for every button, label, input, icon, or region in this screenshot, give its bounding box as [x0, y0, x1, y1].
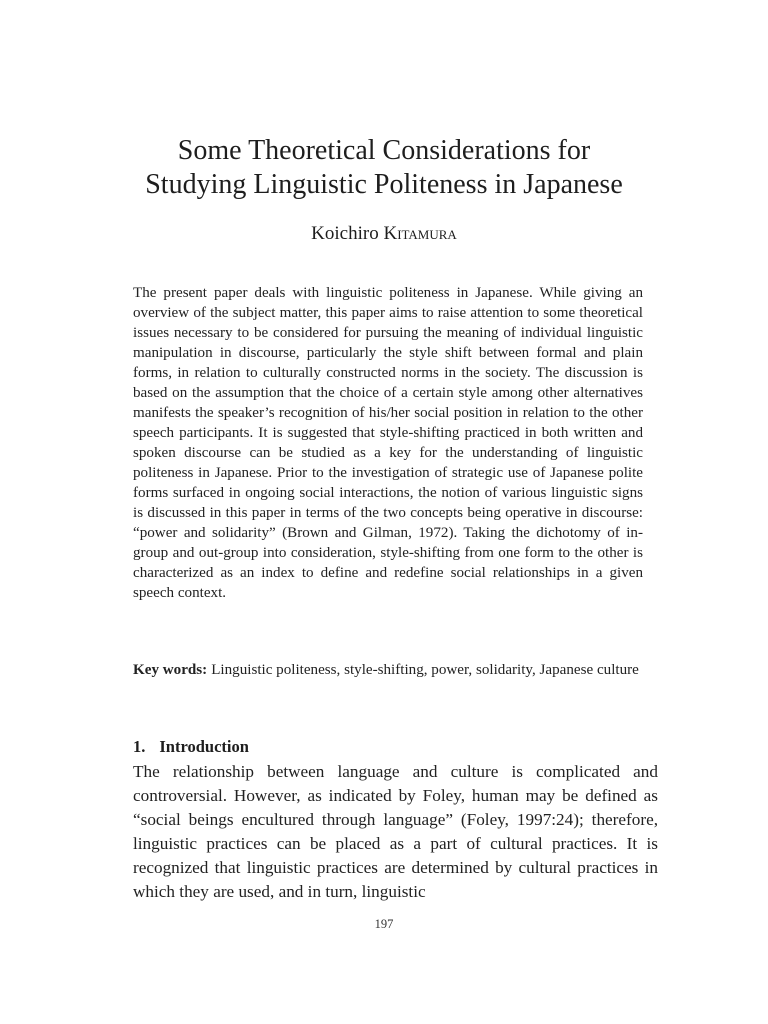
intro-paragraph: The relationship between language and culture is complicated and controversial. However, as indicated by Foley, human may be defined as “social beings encultured through language” (Foley, 1997:24); therefore, linguistic practices can be placed as a part of cultural practices. It is recognized that linguistic practices are determined by cultural practices in which they are used, and in turn, linguistic — [133, 762, 658, 901]
section-heading — [133, 736, 249, 758]
title-line-1: Some Theoretical Considerations for — [177, 135, 591, 166]
section-title: Introduction — [159, 737, 249, 756]
title-line-2: Studying Linguistic Politeness in Japanese — [145, 169, 623, 200]
abstract: The present paper deals with linguistic politeness in Japanese. While giving an overview of the subject matter, this paper aims to raise attention to some theoretical issues necessary to be considered for pursuing the meaning of individual linguistic manipulation in discourse, particularly the style shift between formal and plain forms, in relation to culturally constructed norms in the society. The discussion is based on the assumption that the choice of a certain style among other alternatives manifests the speaker’s recognition of his/her social position in relation to the other speech participants. It is suggested that style-shifting practiced in both written and spoken discourse can be studied as a key for the understanding of linguistic politeness in Japanese. Prior to the investigation of strategic use of Japanese polite forms surfaced in ongoing social interactions, the notion of various linguistic signs is discussed in this paper in terms of the two concepts being operative in discourse: “power and solidarity” (Brown and Gilman, 1972). Taking the dichotomy of in-group and out-group into consideration, style-shifting from one form to the other is characterized as an index to define and redefine social relationships in a given speech context. — [133, 285, 643, 601]
keywords-label: Key words: — [133, 662, 208, 678]
paper-title — [60, 134, 708, 202]
section-number: 1. — [133, 737, 146, 756]
keywords-text: Linguistic politeness, style-shifting, power, solidarity, Japanese culture — [211, 662, 639, 678]
keywords — [133, 660, 643, 681]
author-name — [60, 222, 708, 246]
author-last-name: Kitamura — [383, 223, 457, 244]
page-number: 197 — [374, 917, 394, 931]
author-first-name: Koichiro — [311, 223, 384, 244]
